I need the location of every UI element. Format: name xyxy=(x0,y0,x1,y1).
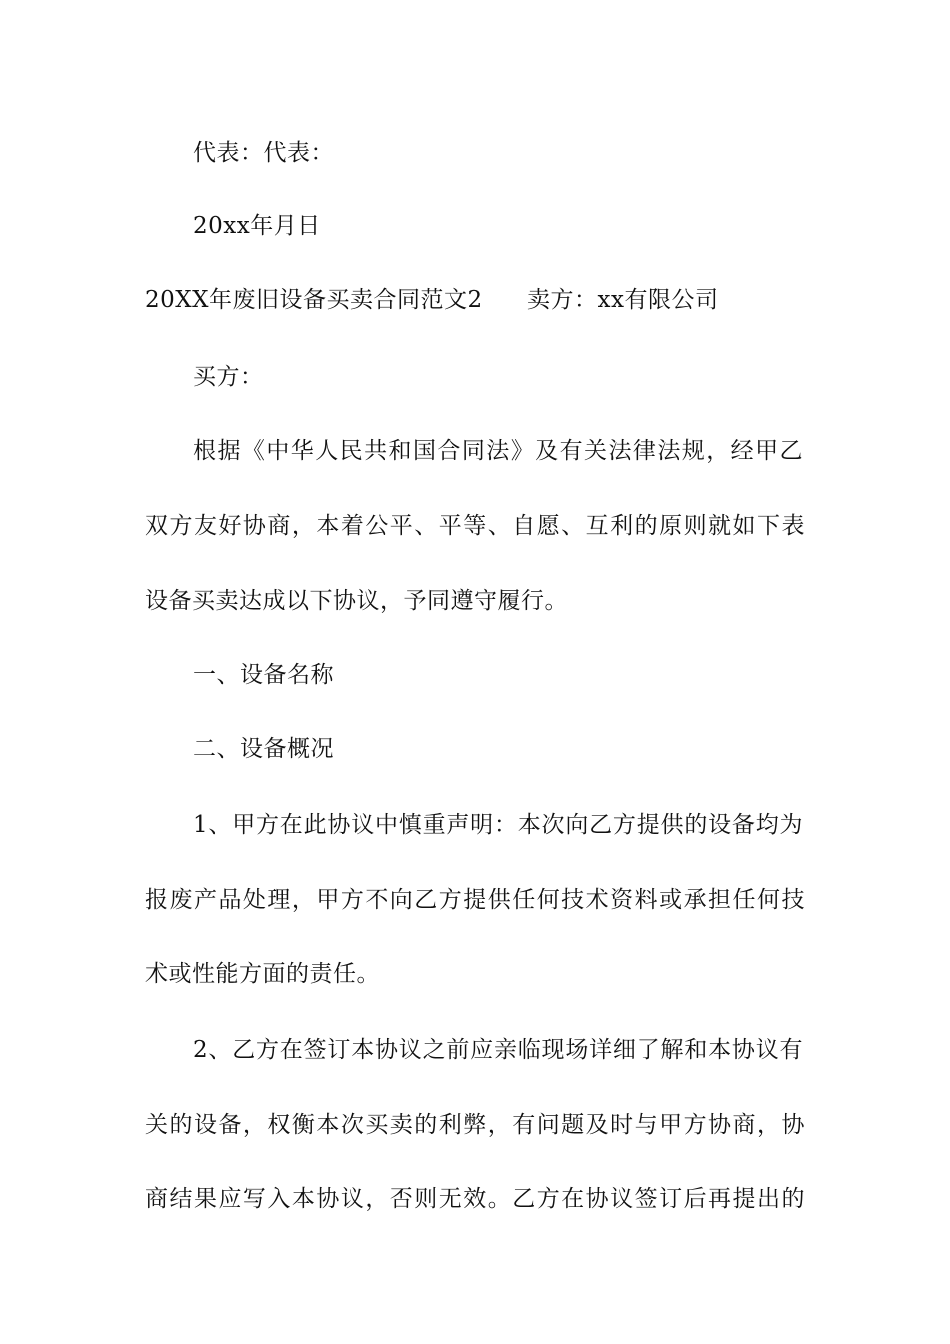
paragraph-line: 商结果应写入本协议，否则无效。乙方在协议签订后再提出的 xyxy=(145,1186,805,1212)
buyer-line: 买方： xyxy=(193,364,264,390)
section-heading: 二、设备概况 xyxy=(193,736,334,762)
section-heading: 一、设备名称 xyxy=(193,662,334,688)
paragraph-line: 报废产品处理，甲方不向乙方提供任何技术资料或承担任何技 xyxy=(145,887,805,913)
paragraph-line: 关的设备，权衡本次买卖的利弊，有问题及时与甲方协商，协 xyxy=(145,1112,805,1138)
paragraph-line: 术或性能方面的责任。 xyxy=(145,961,380,987)
paragraph-line: 设备买卖达成以下协议，予同遵守履行。 xyxy=(145,588,568,614)
paragraph-line: 1、甲方在此协议中慎重声明：本次向乙方提供的设备均为 xyxy=(193,812,803,838)
paragraph-line: 双方友好协商，本着公平、平等、自愿、互利的原则就如下表 xyxy=(145,513,805,539)
paragraph-line: 根据《中华人民共和国合同法》及有关法律法规，经甲乙 xyxy=(193,438,803,464)
date-line: 20xx年月日 xyxy=(193,213,321,239)
seller-line: 卖方：xx有限公司 xyxy=(527,287,719,313)
contract-title: 20XX年废旧设备买卖合同范文2 xyxy=(145,287,483,313)
paragraph-line: 2、乙方在签订本协议之前应亲临现场详细了解和本协议有 xyxy=(193,1037,803,1063)
representative-line: 代表：代表： xyxy=(193,140,334,166)
